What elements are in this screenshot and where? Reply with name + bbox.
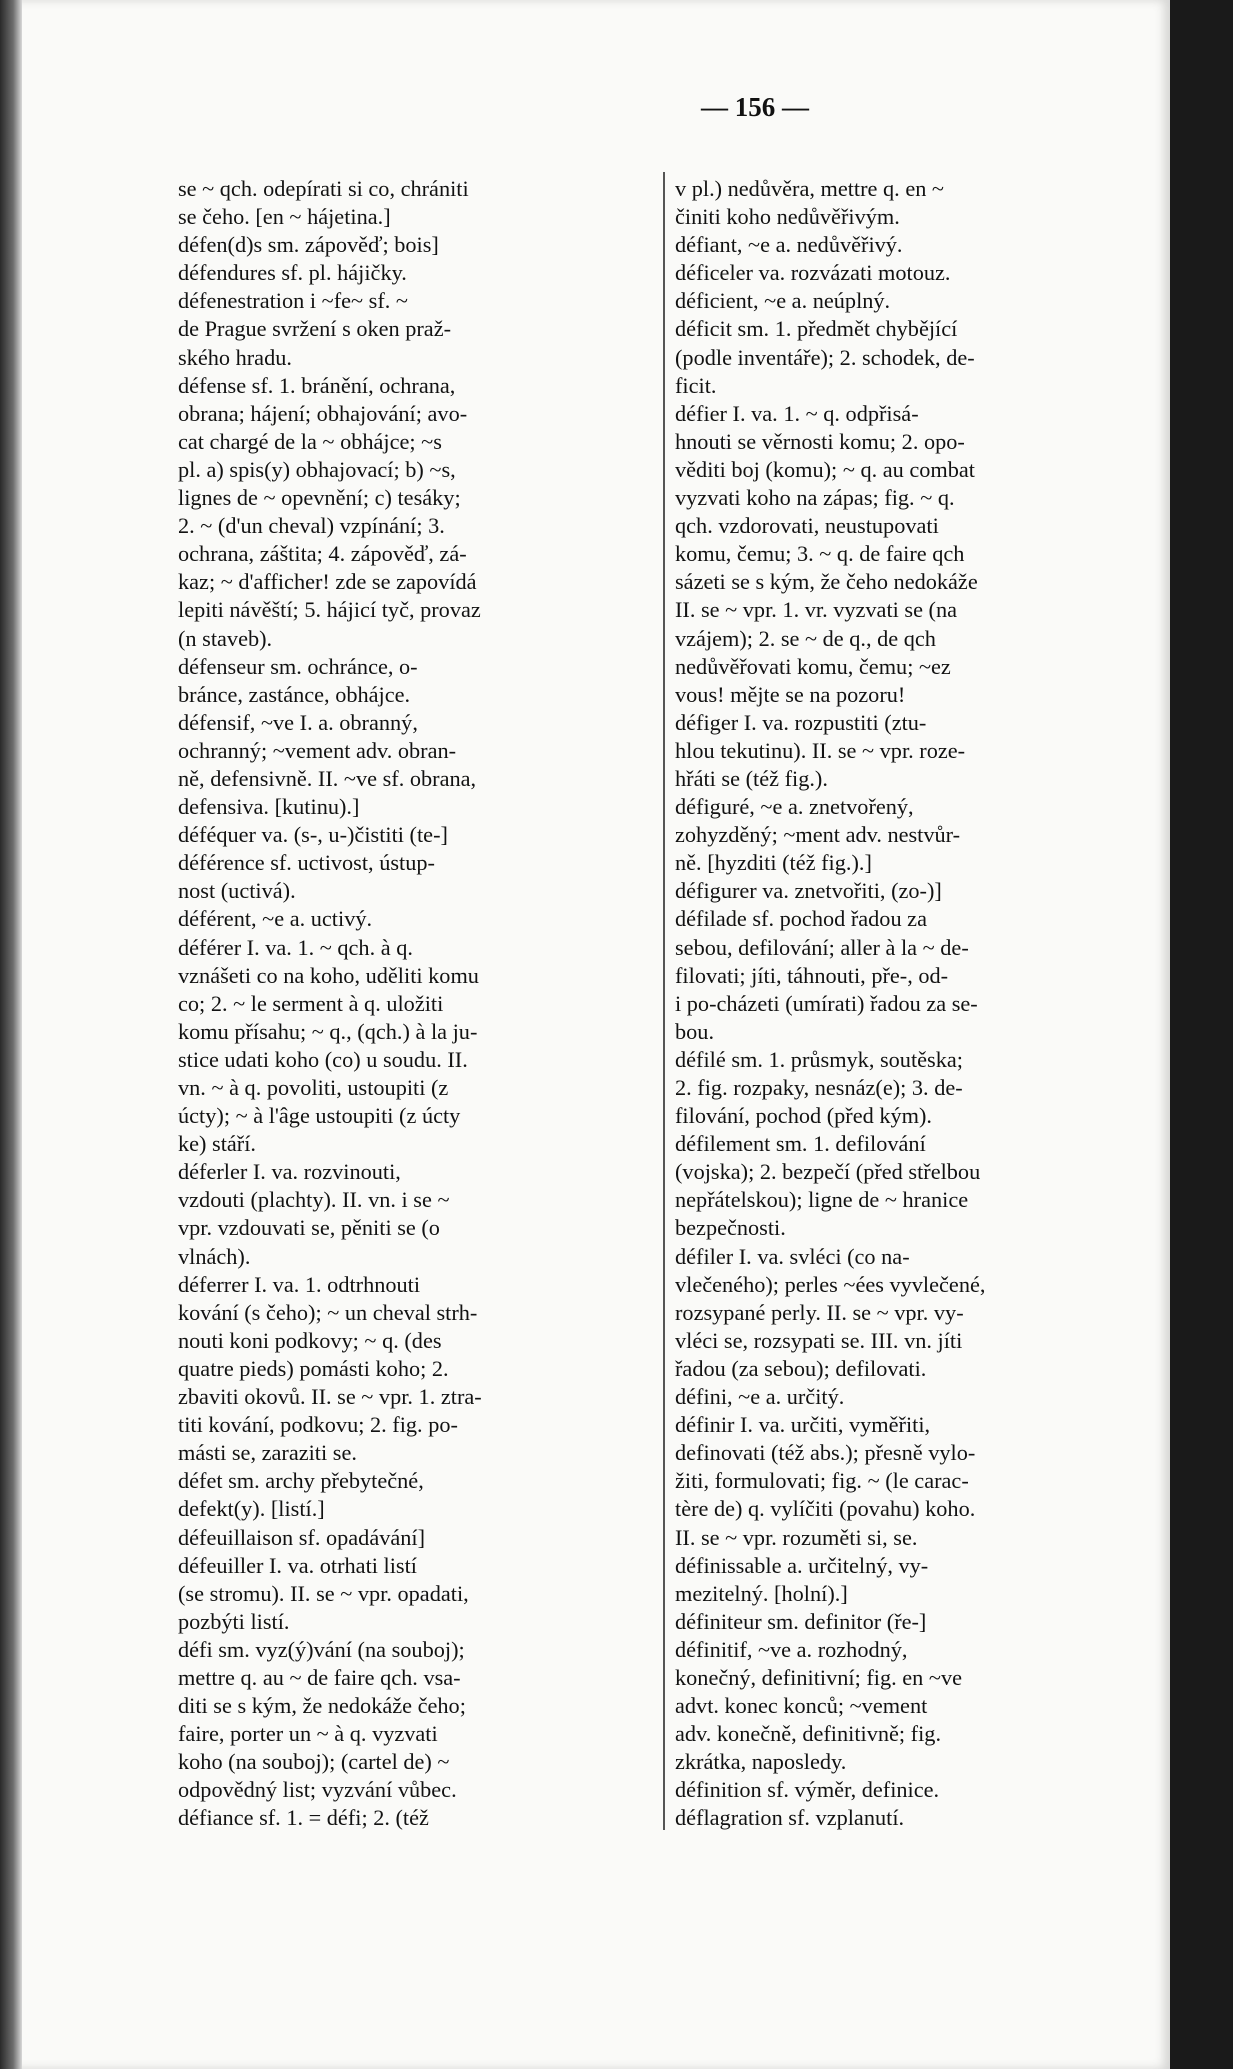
text-line: (se stromu). II. se ~ vpr. opadati,	[178, 1580, 469, 1606]
text-line: déférer I. va. 1. ~ qch. à q.	[178, 934, 413, 960]
text-line: pl. a) spis(y) obhajovací; b) ~s,	[178, 456, 456, 482]
text-line: hnouti se věrnosti komu; 2. opo-	[675, 428, 965, 454]
text-line: de Prague svržení s oken praž-	[178, 316, 452, 342]
text-line: definovati (též abs.); přesně vylo-	[675, 1440, 976, 1466]
text-line: nepřátelskou); ligne de ~ hranice	[675, 1187, 969, 1213]
text-line: defensiva. [kutinu).]	[178, 794, 360, 820]
text-line: kaz; ~ d'afficher! zde se zapovídá	[178, 569, 477, 595]
text-line: (podle inventáře); 2. schodek, de-	[675, 344, 975, 370]
text-line: défeuiller I. va. otrhati listí	[178, 1552, 417, 1578]
text-line: défense sf. 1. bránění, ochrana,	[178, 372, 456, 398]
text-line: déficeler va. rozvázati motouz.	[675, 260, 951, 286]
text-line: titi kování, podkovu; 2. fig. po-	[178, 1412, 458, 1438]
text-line: diti se s kým, že nedokáže čeho;	[178, 1693, 466, 1719]
text-line: věditi boj (komu); ~ q. au combat	[675, 456, 976, 482]
text-line: pozbýti listí.	[178, 1608, 290, 1634]
text-line: bou.	[675, 1018, 715, 1044]
text-line: rozsypané perly. II. se ~ vpr. vy-	[675, 1299, 964, 1325]
text-line: définiteur sm. definitor (ře-]	[675, 1608, 927, 1634]
text-line: défilade sf. pochod řadou za	[675, 906, 927, 932]
text-line: sázeti se s kým, že čeho nedokáže	[675, 569, 978, 595]
text-line: tère de) q. vylíčiti (povahu) koho.	[675, 1496, 976, 1522]
text-line: quatre pieds) pomásti koho; 2.	[178, 1355, 449, 1381]
text-line: komu přísahu; ~ q., (qch.) à la ju-	[178, 1018, 478, 1044]
text-line: úcty); ~ à l'âge ustoupiti (z úcty	[178, 1103, 461, 1129]
page-number: — 156 —	[701, 92, 809, 122]
text-line: défiger I. va. rozpustiti (ztu-	[675, 709, 927, 735]
text-line: vzdouti (plachty). II. vn. i se ~	[178, 1187, 450, 1213]
text-line: II. se ~ vpr. 1. vr. vyzvati se (na	[675, 597, 958, 623]
text-line: zohyzděný; ~ment adv. nestvůr-	[675, 822, 961, 848]
text-line: lepiti návěští; 5. hájicí tyč, provaz	[178, 597, 481, 623]
text-line: bránce, zastánce, obhájce.	[178, 681, 411, 707]
text-line: vléci se, rozsypati se. III. vn. jíti	[675, 1327, 963, 1353]
text-line: v pl.) nedůvěra, mettre q. en ~	[675, 176, 944, 201]
text-line: činiti koho nedůvěřivým.	[675, 204, 900, 230]
text-line: sebou, defilování; aller à la ~ de-	[675, 934, 969, 960]
text-line: (vojska); 2. bezpečí (před střelbou	[675, 1159, 981, 1185]
text-line: défiance sf. 1. = défi; 2. (též	[178, 1805, 429, 1831]
text-line: vlečeného); perles ~ées vyvlečené,	[675, 1271, 986, 1297]
text-line: défensif, ~ve I. a. obranný,	[178, 709, 418, 735]
text-line: défenseur sm. ochránce, o-	[178, 653, 418, 679]
text-line: vpr. vzdouvati se, pěniti se (o	[178, 1215, 440, 1241]
text-line: définition sf. výměr, definice.	[675, 1777, 940, 1803]
text-line: zbaviti okovů. II. se ~ vpr. 1. ztra-	[178, 1384, 482, 1410]
column-divider	[663, 172, 665, 1830]
text-line: déflagration sf. vzplanutí.	[675, 1805, 905, 1831]
text-line: odpovědný list; vyzvání vůbec.	[178, 1777, 457, 1803]
text-line: vyzvati koho na zápas; fig. ~ q.	[675, 485, 955, 511]
text-line: défet sm. archy přebytečné,	[178, 1468, 424, 1494]
text-line: faire, porter un ~ à q. vyzvati	[178, 1721, 438, 1747]
text-line: bezpečnosti.	[675, 1215, 786, 1241]
book-spine-shadow	[0, 0, 22, 2069]
text-line: advt. konec konců; ~vement	[675, 1693, 928, 1719]
text-line: koho (na souboj); (cartel de) ~	[178, 1749, 450, 1775]
text-line: másti se, zaraziti se.	[178, 1440, 357, 1466]
text-line: kování (s čeho); ~ un cheval strh-	[178, 1299, 478, 1325]
text-line: ke) stáří.	[178, 1131, 257, 1157]
text-line: vous! mějte se na pozoru!	[675, 681, 906, 707]
text-line: mettre q. au ~ de faire qch. vsa-	[178, 1664, 461, 1690]
text-line: se ~ qch. odepírati si co, chrániti	[178, 176, 469, 201]
text-line: mezitelný. [holní).]	[675, 1580, 848, 1606]
text-line: zkrátka, naposledy.	[675, 1749, 847, 1775]
left-column	[178, 175, 628, 1833]
text-line: définir I. va. určiti, vyměřiti,	[675, 1412, 931, 1438]
text-line: qch. vzdorovati, neustupovati	[675, 513, 939, 539]
text-line: komu, čemu; 3. ~ q. de faire qch	[675, 541, 965, 567]
text-line: défenestration i ~fe~ sf. ~	[178, 288, 408, 314]
text-line: co; 2. ~ le serment à q. uložiti	[178, 990, 444, 1016]
text-line: obrana; hájení; obhajování; avo-	[178, 400, 468, 426]
text-line: ochrana, záštita; 4. zápověď, zá-	[178, 541, 467, 567]
text-line: vzájem); 2. se ~ de q., de qch	[675, 625, 936, 651]
text-line: défi sm. vyz(ý)vání (na souboj);	[178, 1636, 465, 1662]
text-line: déferler I. va. rozvinouti,	[178, 1159, 401, 1185]
text-line: définissable a. určitelný, vy-	[675, 1552, 929, 1578]
text-line: défier I. va. 1. ~ q. odpřisá-	[675, 400, 919, 426]
text-line: défilement sm. 1. defilování	[675, 1131, 926, 1157]
text-line: defekt(y). [listí.]	[178, 1496, 325, 1522]
text-line: déférent, ~e a. uctivý.	[178, 906, 373, 932]
text-line: définitif, ~ve a. rozhodný,	[675, 1636, 908, 1662]
text-line: défini, ~e a. určitý.	[675, 1384, 845, 1410]
text-line: konečný, definitivní; fig. en ~ve	[675, 1664, 962, 1690]
text-line: II. se ~ vpr. rozuměti si, se.	[675, 1524, 918, 1550]
text-line: déferrer I. va. 1. odtrhnouti	[178, 1271, 421, 1297]
text-line: filovati; jíti, táhnouti, pře-, od-	[675, 962, 949, 988]
text-line: défeuillaison sf. opadávání]	[178, 1524, 426, 1550]
text-line: défiguré, ~e a. znetvořený,	[675, 794, 914, 820]
text-line: ochranný; ~vement adv. obran-	[178, 737, 457, 763]
text-line: řadou (za sebou); defilovati.	[675, 1355, 927, 1381]
right-column	[675, 175, 1155, 1833]
text-line: 2. ~ (d'un cheval) vzpínání; 3.	[178, 513, 445, 539]
text-line: déficient, ~e a. neúplný.	[675, 288, 891, 314]
text-line: déficit sm. 1. předmět chybějící	[675, 316, 958, 342]
text-line: déféquer va. (s-, u-)čistiti (te-]	[178, 822, 448, 848]
text-line: vn. ~ à q. povoliti, ustoupiti (z	[178, 1075, 449, 1100]
text-line: ně, defensivně. II. ~ve sf. obrana,	[178, 765, 477, 791]
text-line: ského hradu.	[178, 344, 292, 370]
text-line: vlnách).	[178, 1243, 251, 1269]
text-line: stice udati koho (co) u soudu. II.	[178, 1046, 468, 1072]
text-line: žiti, formulovati; fig. ~ (le carac-	[675, 1468, 969, 1494]
text-line: se čeho. [en ~ hájetina.]	[178, 204, 391, 230]
text-line: nedůvěřovati komu, čemu; ~ez	[675, 653, 951, 679]
text-line: nouti koni podkovy; ~ q. (des	[178, 1327, 442, 1353]
text-line: i po-cházeti (umírati) řadou za se-	[675, 990, 978, 1016]
text-line: déférence sf. uctivost, ústup-	[178, 850, 435, 876]
text-line: hřáti se (též fig.).	[675, 765, 828, 791]
text-line: cat chargé de la ~ obhájce; ~s	[178, 428, 442, 454]
text-line: vznášeti co na koho, uděliti komu	[178, 962, 479, 988]
text-line: défendures sf. pl. hájičky.	[178, 260, 407, 286]
text-line: défiant, ~e a. nedůvěřivý.	[675, 232, 903, 258]
text-line: ně. [hyzditi (též fig.).]	[675, 850, 872, 876]
text-line: ficit.	[675, 372, 717, 398]
text-line: 2. fig. rozpaky, nesnáz(e); 3. de-	[675, 1075, 963, 1100]
text-line: nost (uctivá).	[178, 878, 296, 904]
text-line: défilé sm. 1. průsmyk, soutěska;	[675, 1046, 963, 1072]
text-line: filování, pochod (před kým).	[675, 1103, 932, 1129]
text-line: défen(d)s sm. zápověď; bois]	[178, 232, 439, 258]
text-line: adv. konečně, definitivně; fig.	[675, 1721, 942, 1747]
text-line: défiler I. va. svléci (co na-	[675, 1243, 910, 1269]
text-line: (n staveb).	[178, 625, 273, 651]
text-line: lignes de ~ opevnění; c) tesáky;	[178, 485, 461, 511]
text-line: défigurer va. znetvořiti, (zo-)]	[675, 878, 942, 904]
text-line: hlou tekutinu). II. se ~ vpr. roze-	[675, 737, 966, 763]
